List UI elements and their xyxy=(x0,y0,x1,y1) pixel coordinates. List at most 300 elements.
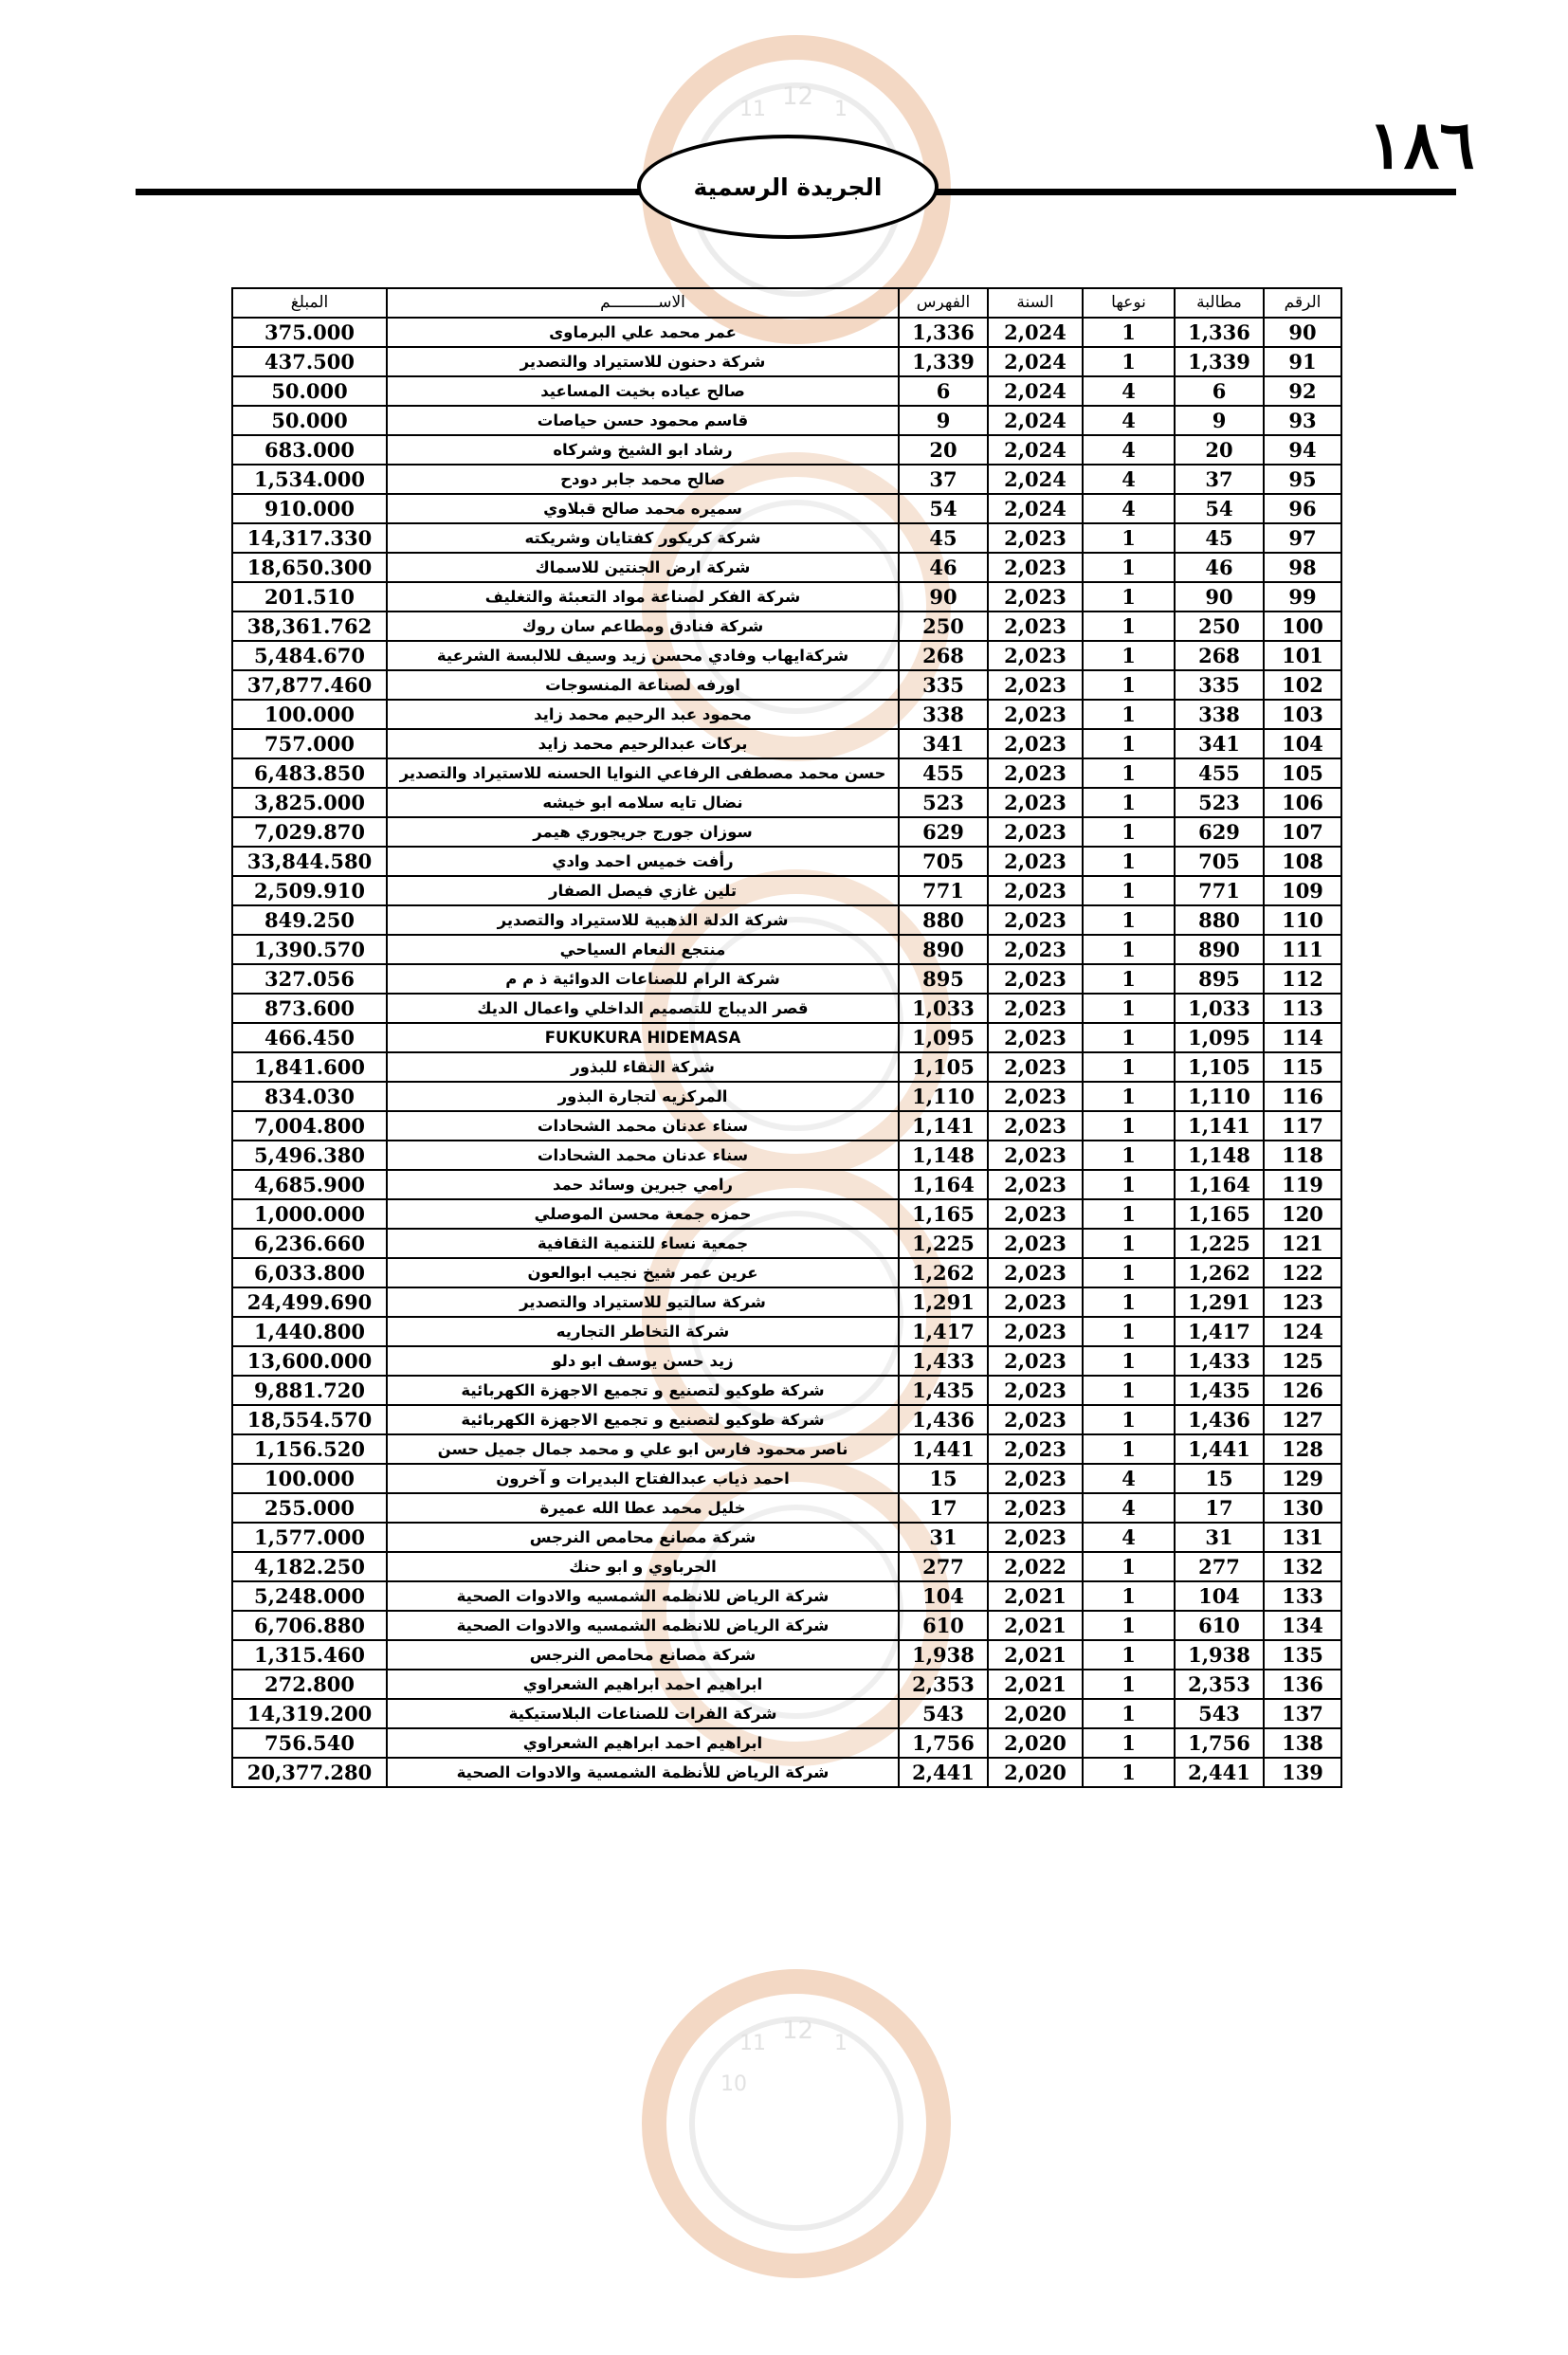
party-name: شركة النقاء للبذور xyxy=(387,1052,899,1082)
table-row xyxy=(232,1581,1341,1611)
row-number: 92 xyxy=(1264,376,1341,406)
year: 2,020 xyxy=(988,1728,1083,1758)
row-number: 102 xyxy=(1264,670,1341,700)
row-number: 104 xyxy=(1264,729,1341,758)
amount: 466.450 xyxy=(232,1023,387,1052)
party-name: شركة الرام للصناعات الدوائية ذ م م xyxy=(387,964,899,994)
claim-number: 90 xyxy=(1175,582,1264,612)
col-header-name: الاســــــــــم xyxy=(387,288,899,318)
index-number: 1,441 xyxy=(899,1434,988,1464)
table-header-row xyxy=(232,288,1341,318)
party-name: عمر محمد علي البرماوى xyxy=(387,318,899,347)
year: 2,023 xyxy=(988,964,1083,994)
year: 2,023 xyxy=(988,523,1083,553)
claim-type: 1 xyxy=(1083,935,1175,964)
claim-number: 1,291 xyxy=(1175,1287,1264,1317)
claim-type: 1 xyxy=(1083,1317,1175,1346)
index-number: 335 xyxy=(899,670,988,700)
party-name: حسن محمد مصطفى الرفاعي النوايا الحسنه للاستيراد والتصدير xyxy=(387,758,899,788)
claim-number: 1,225 xyxy=(1175,1229,1264,1258)
amount: 33,844.580 xyxy=(232,847,387,876)
index-number: 31 xyxy=(899,1523,988,1552)
party-name: المركزيه لتجارة البذور xyxy=(387,1082,899,1111)
claim-type: 1 xyxy=(1083,788,1175,817)
row-number: 128 xyxy=(1264,1434,1341,1464)
watermark-logo xyxy=(588,1934,1005,2351)
row-number: 113 xyxy=(1264,994,1341,1023)
amount: 24,499.690 xyxy=(232,1287,387,1317)
year: 2,023 xyxy=(988,876,1083,905)
table-row xyxy=(232,905,1341,935)
index-number: 1,436 xyxy=(899,1405,988,1434)
claim-number: 1,336 xyxy=(1175,318,1264,347)
svg-text:10: 10 xyxy=(720,2072,747,2096)
year: 2,023 xyxy=(988,670,1083,700)
row-number: 118 xyxy=(1264,1141,1341,1170)
index-number: 1,433 xyxy=(899,1346,988,1376)
amount: 7,029.870 xyxy=(232,817,387,847)
amount: 5,496.380 xyxy=(232,1141,387,1170)
claim-number: 1,148 xyxy=(1175,1141,1264,1170)
table-row xyxy=(232,376,1341,406)
row-number: 101 xyxy=(1264,641,1341,670)
amount: 849.250 xyxy=(232,905,387,935)
amount: 5,484.670 xyxy=(232,641,387,670)
claim-number: 1,436 xyxy=(1175,1405,1264,1434)
index-number: 250 xyxy=(899,612,988,641)
amount: 6,033.800 xyxy=(232,1258,387,1287)
claim-type: 4 xyxy=(1083,435,1175,465)
col-header-year: السنة xyxy=(988,288,1083,318)
year: 2,023 xyxy=(988,1052,1083,1082)
party-name: FUKUKURA HIDEMASA xyxy=(387,1023,899,1052)
party-name: رامي جبرين وسائد حمد xyxy=(387,1170,899,1199)
table-row xyxy=(232,1346,1341,1376)
claim-type: 1 xyxy=(1083,1141,1175,1170)
amount: 2,509.910 xyxy=(232,876,387,905)
claim-type: 4 xyxy=(1083,376,1175,406)
party-name: شركة الفكر لصناعة مواد التعبئة والتغليف xyxy=(387,582,899,612)
year: 2,023 xyxy=(988,1405,1083,1434)
amount: 1,534.000 xyxy=(232,465,387,494)
amount: 683.000 xyxy=(232,435,387,465)
claim-type: 4 xyxy=(1083,465,1175,494)
table-row xyxy=(232,817,1341,847)
table-row xyxy=(232,1405,1341,1434)
svg-text:1: 1 xyxy=(834,2032,848,2055)
index-number: 90 xyxy=(899,582,988,612)
year: 2,021 xyxy=(988,1640,1083,1670)
claim-number: 2,441 xyxy=(1175,1758,1264,1787)
svg-text:12: 12 xyxy=(782,82,814,111)
party-name: اورفه لصناعة المنسوجات xyxy=(387,670,899,700)
year: 2,023 xyxy=(988,553,1083,582)
year: 2,023 xyxy=(988,758,1083,788)
claim-type: 1 xyxy=(1083,1052,1175,1082)
claim-type: 1 xyxy=(1083,1170,1175,1199)
table-row xyxy=(232,1552,1341,1581)
row-number: 119 xyxy=(1264,1170,1341,1199)
table-row xyxy=(232,1376,1341,1405)
year: 2,023 xyxy=(988,1023,1083,1052)
claim-type: 1 xyxy=(1083,1287,1175,1317)
row-number: 130 xyxy=(1264,1493,1341,1523)
row-number: 96 xyxy=(1264,494,1341,523)
row-number: 91 xyxy=(1264,347,1341,376)
index-number: 341 xyxy=(899,729,988,758)
index-number: 1,435 xyxy=(899,1376,988,1405)
claim-type: 1 xyxy=(1083,1258,1175,1287)
table-row xyxy=(232,1640,1341,1670)
claim-number: 610 xyxy=(1175,1611,1264,1640)
row-number: 126 xyxy=(1264,1376,1341,1405)
claim-number: 1,756 xyxy=(1175,1728,1264,1758)
table-row xyxy=(232,1170,1341,1199)
claim-type: 1 xyxy=(1083,729,1175,758)
row-number: 122 xyxy=(1264,1258,1341,1287)
row-number: 117 xyxy=(1264,1111,1341,1141)
col-header-number: الرقم xyxy=(1264,288,1341,318)
index-number: 610 xyxy=(899,1611,988,1640)
index-number: 1,291 xyxy=(899,1287,988,1317)
row-number: 131 xyxy=(1264,1523,1341,1552)
row-number: 97 xyxy=(1264,523,1341,553)
index-number: 20 xyxy=(899,435,988,465)
claim-type: 1 xyxy=(1083,817,1175,847)
row-number: 90 xyxy=(1264,318,1341,347)
year: 2,023 xyxy=(988,905,1083,935)
year: 2,023 xyxy=(988,1229,1083,1258)
table-row xyxy=(232,729,1341,758)
amount: 1,315.460 xyxy=(232,1640,387,1670)
claim-number: 338 xyxy=(1175,700,1264,729)
row-number: 135 xyxy=(1264,1640,1341,1670)
party-name: شركة دحنون للاستيراد والتصدير xyxy=(387,347,899,376)
table-row xyxy=(232,553,1341,582)
year: 2,023 xyxy=(988,1346,1083,1376)
index-number: 1,336 xyxy=(899,318,988,347)
row-number: 120 xyxy=(1264,1199,1341,1229)
year: 2,023 xyxy=(988,1523,1083,1552)
party-name: خليل محمد عطا الله عميرة xyxy=(387,1493,899,1523)
index-number: 890 xyxy=(899,935,988,964)
amount: 255.000 xyxy=(232,1493,387,1523)
party-name: تلين غازي فيصل الصفار xyxy=(387,876,899,905)
claim-number: 20 xyxy=(1175,435,1264,465)
claim-number: 31 xyxy=(1175,1523,1264,1552)
year: 2,023 xyxy=(988,1464,1083,1493)
amount: 910.000 xyxy=(232,494,387,523)
index-number: 268 xyxy=(899,641,988,670)
table-row xyxy=(232,964,1341,994)
year: 2,023 xyxy=(988,935,1083,964)
year: 2,023 xyxy=(988,1287,1083,1317)
year: 2,023 xyxy=(988,847,1083,876)
year: 2,024 xyxy=(988,376,1083,406)
col-header-amount: المبلغ xyxy=(232,288,387,318)
claim-type: 1 xyxy=(1083,1434,1175,1464)
year: 2,020 xyxy=(988,1699,1083,1728)
party-name: الحرباوي و ابو حنك xyxy=(387,1552,899,1581)
table-row xyxy=(232,758,1341,788)
party-name: شركة ارض الجنتين للاسماك xyxy=(387,553,899,582)
index-number: 543 xyxy=(899,1699,988,1728)
claim-type: 1 xyxy=(1083,1670,1175,1699)
row-number: 121 xyxy=(1264,1229,1341,1258)
claim-type: 1 xyxy=(1083,1581,1175,1611)
claim-type: 1 xyxy=(1083,1111,1175,1141)
claim-type: 1 xyxy=(1083,905,1175,935)
claim-number: 629 xyxy=(1175,817,1264,847)
table-row xyxy=(232,1611,1341,1640)
claim-type: 1 xyxy=(1083,1758,1175,1787)
amount: 18,554.570 xyxy=(232,1405,387,1434)
amount: 834.030 xyxy=(232,1082,387,1111)
amount: 1,000.000 xyxy=(232,1199,387,1229)
row-number: 129 xyxy=(1264,1464,1341,1493)
index-number: 104 xyxy=(899,1581,988,1611)
table-row xyxy=(232,1023,1341,1052)
party-name: شركة مصانع محامص النرجس xyxy=(387,1523,899,1552)
table-row xyxy=(232,641,1341,670)
party-name: شركةايهاب وفادي محسن زيد وسيف للالبسة الشرعية xyxy=(387,641,899,670)
amount: 757.000 xyxy=(232,729,387,758)
year: 2,024 xyxy=(988,347,1083,376)
amount: 6,706.880 xyxy=(232,1611,387,1640)
party-name: شركة فنادق ومطاعم سان روك xyxy=(387,612,899,641)
row-number: 103 xyxy=(1264,700,1341,729)
claim-number: 6 xyxy=(1175,376,1264,406)
claim-number: 17 xyxy=(1175,1493,1264,1523)
amount: 327.056 xyxy=(232,964,387,994)
year: 2,023 xyxy=(988,641,1083,670)
claim-number: 54 xyxy=(1175,494,1264,523)
year: 2,024 xyxy=(988,435,1083,465)
claim-number: 1,164 xyxy=(1175,1170,1264,1199)
claim-number: 268 xyxy=(1175,641,1264,670)
amount: 6,236.660 xyxy=(232,1229,387,1258)
claim-type: 1 xyxy=(1083,1728,1175,1758)
party-name: محمود عبد الرحيم محمد زايد xyxy=(387,700,899,729)
party-name: شركة طوكيو لتصنيع و تجميع الاجهزة الكهربائية xyxy=(387,1405,899,1434)
amount: 6,483.850 xyxy=(232,758,387,788)
year: 2,021 xyxy=(988,1581,1083,1611)
claim-number: 1,433 xyxy=(1175,1346,1264,1376)
claim-type: 1 xyxy=(1083,1199,1175,1229)
claim-type: 1 xyxy=(1083,582,1175,612)
index-number: 629 xyxy=(899,817,988,847)
amount: 4,182.250 xyxy=(232,1552,387,1581)
index-number: 895 xyxy=(899,964,988,994)
year: 2,023 xyxy=(988,1434,1083,1464)
amount: 20,377.280 xyxy=(232,1758,387,1787)
party-name: بركات عبدالرحيم محمد زايد xyxy=(387,729,899,758)
amount: 201.510 xyxy=(232,582,387,612)
claim-number: 890 xyxy=(1175,935,1264,964)
row-number: 94 xyxy=(1264,435,1341,465)
amount: 13,600.000 xyxy=(232,1346,387,1376)
year: 2,023 xyxy=(988,994,1083,1023)
row-number: 137 xyxy=(1264,1699,1341,1728)
claim-number: 543 xyxy=(1175,1699,1264,1728)
amount: 873.600 xyxy=(232,994,387,1023)
claim-number: 46 xyxy=(1175,553,1264,582)
amount: 38,361.762 xyxy=(232,612,387,641)
claim-type: 1 xyxy=(1083,994,1175,1023)
table-row xyxy=(232,1523,1341,1552)
table-row xyxy=(232,523,1341,553)
svg-text:11: 11 xyxy=(739,98,766,121)
amount: 100.000 xyxy=(232,700,387,729)
year: 2,023 xyxy=(988,700,1083,729)
claim-type: 1 xyxy=(1083,1699,1175,1728)
amount: 50.000 xyxy=(232,406,387,435)
year: 2,023 xyxy=(988,612,1083,641)
index-number: 15 xyxy=(899,1464,988,1493)
party-name: قاسم محمود حسن حياصات xyxy=(387,406,899,435)
row-number: 125 xyxy=(1264,1346,1341,1376)
year: 2,023 xyxy=(988,729,1083,758)
year: 2,023 xyxy=(988,1258,1083,1287)
row-number: 138 xyxy=(1264,1728,1341,1758)
table-row xyxy=(232,935,1341,964)
claim-type: 1 xyxy=(1083,964,1175,994)
party-name: شركة التخاطر التجاريه xyxy=(387,1317,899,1346)
table-row xyxy=(232,1434,1341,1464)
table-row xyxy=(232,1287,1341,1317)
claim-number: 15 xyxy=(1175,1464,1264,1493)
row-number: 123 xyxy=(1264,1287,1341,1317)
party-name: سوزان جورج جريجوري هيمر xyxy=(387,817,899,847)
claim-number: 1,095 xyxy=(1175,1023,1264,1052)
table-row xyxy=(232,1493,1341,1523)
table-row xyxy=(232,1082,1341,1111)
year: 2,024 xyxy=(988,406,1083,435)
row-number: 134 xyxy=(1264,1611,1341,1640)
row-number: 95 xyxy=(1264,465,1341,494)
year: 2,023 xyxy=(988,817,1083,847)
svg-text:11: 11 xyxy=(739,2032,766,2055)
col-header-index: الفهرس xyxy=(899,288,988,318)
table-row xyxy=(232,1317,1341,1346)
claim-type: 4 xyxy=(1083,1493,1175,1523)
page-number: ١٨٦ xyxy=(1368,105,1475,184)
claim-number: 2,353 xyxy=(1175,1670,1264,1699)
year: 2,023 xyxy=(988,1317,1083,1346)
party-name: حمزه جمعة محسن الموصلي xyxy=(387,1199,899,1229)
year: 2,022 xyxy=(988,1552,1083,1581)
year: 2,023 xyxy=(988,788,1083,817)
table-row xyxy=(232,1111,1341,1141)
row-number: 111 xyxy=(1264,935,1341,964)
gazette-title-oval xyxy=(637,135,939,239)
row-number: 136 xyxy=(1264,1670,1341,1699)
party-name: عرين عمر شيخ نجيب ابوالعون xyxy=(387,1258,899,1287)
claim-number: 1,339 xyxy=(1175,347,1264,376)
table-row xyxy=(232,876,1341,905)
claim-type: 1 xyxy=(1083,1376,1175,1405)
claim-number: 1,417 xyxy=(1175,1317,1264,1346)
amount: 4,685.900 xyxy=(232,1170,387,1199)
party-name: رأفت خميس احمد وادي xyxy=(387,847,899,876)
table-row xyxy=(232,994,1341,1023)
claim-type: 1 xyxy=(1083,1229,1175,1258)
claim-number: 1,262 xyxy=(1175,1258,1264,1287)
table-row xyxy=(232,1229,1341,1258)
row-number: 105 xyxy=(1264,758,1341,788)
index-number: 1,262 xyxy=(899,1258,988,1287)
party-name: شركة الرياض للانظمه الشمسيه والادوات الصحية xyxy=(387,1611,899,1640)
claim-number: 1,435 xyxy=(1175,1376,1264,1405)
table-row xyxy=(232,1728,1341,1758)
index-number: 1,095 xyxy=(899,1023,988,1052)
index-number: 54 xyxy=(899,494,988,523)
claim-type: 1 xyxy=(1083,1082,1175,1111)
index-number: 1,148 xyxy=(899,1141,988,1170)
amount: 272.800 xyxy=(232,1670,387,1699)
table-row xyxy=(232,582,1341,612)
table-row xyxy=(232,1141,1341,1170)
claim-number: 37 xyxy=(1175,465,1264,494)
claims-table xyxy=(231,287,1342,1788)
index-number: 523 xyxy=(899,788,988,817)
claim-type: 1 xyxy=(1083,641,1175,670)
year: 2,023 xyxy=(988,582,1083,612)
amount: 437.500 xyxy=(232,347,387,376)
row-number: 133 xyxy=(1264,1581,1341,1611)
amount: 100.000 xyxy=(232,1464,387,1493)
row-number: 110 xyxy=(1264,905,1341,935)
claim-number: 895 xyxy=(1175,964,1264,994)
claim-type: 4 xyxy=(1083,1464,1175,1493)
claim-number: 705 xyxy=(1175,847,1264,876)
year: 2,023 xyxy=(988,1170,1083,1199)
amount: 1,440.800 xyxy=(232,1317,387,1346)
gazette-title: الجريدة الرسمية xyxy=(693,173,883,201)
party-name: صالح عياده بخيت المساعيد xyxy=(387,376,899,406)
year: 2,024 xyxy=(988,494,1083,523)
index-number: 1,756 xyxy=(899,1728,988,1758)
claim-type: 1 xyxy=(1083,1640,1175,1670)
party-name: احمد ذياب عبدالفتاح البديرات و آخرون xyxy=(387,1464,899,1493)
index-number: 2,441 xyxy=(899,1758,988,1787)
row-number: 132 xyxy=(1264,1552,1341,1581)
index-number: 880 xyxy=(899,905,988,935)
index-number: 46 xyxy=(899,553,988,582)
watermark-clock-icon xyxy=(588,1934,1005,2351)
amount: 1,577.000 xyxy=(232,1523,387,1552)
year: 2,023 xyxy=(988,1111,1083,1141)
claim-type: 4 xyxy=(1083,406,1175,435)
party-name: قصر الديباج للتصميم الداخلي واعمال الديك xyxy=(387,994,899,1023)
row-number: 127 xyxy=(1264,1405,1341,1434)
claim-number: 1,441 xyxy=(1175,1434,1264,1464)
index-number: 2,353 xyxy=(899,1670,988,1699)
party-name: سميره محمد صالح قبلاوي xyxy=(387,494,899,523)
index-number: 9 xyxy=(899,406,988,435)
index-number: 1,105 xyxy=(899,1052,988,1082)
table-row xyxy=(232,670,1341,700)
year: 2,024 xyxy=(988,465,1083,494)
claim-type: 1 xyxy=(1083,1611,1175,1640)
year: 2,024 xyxy=(988,318,1083,347)
claim-number: 455 xyxy=(1175,758,1264,788)
row-number: 112 xyxy=(1264,964,1341,994)
claim-number: 880 xyxy=(1175,905,1264,935)
row-number: 139 xyxy=(1264,1758,1341,1787)
year: 2,023 xyxy=(988,1493,1083,1523)
table-row xyxy=(232,406,1341,435)
